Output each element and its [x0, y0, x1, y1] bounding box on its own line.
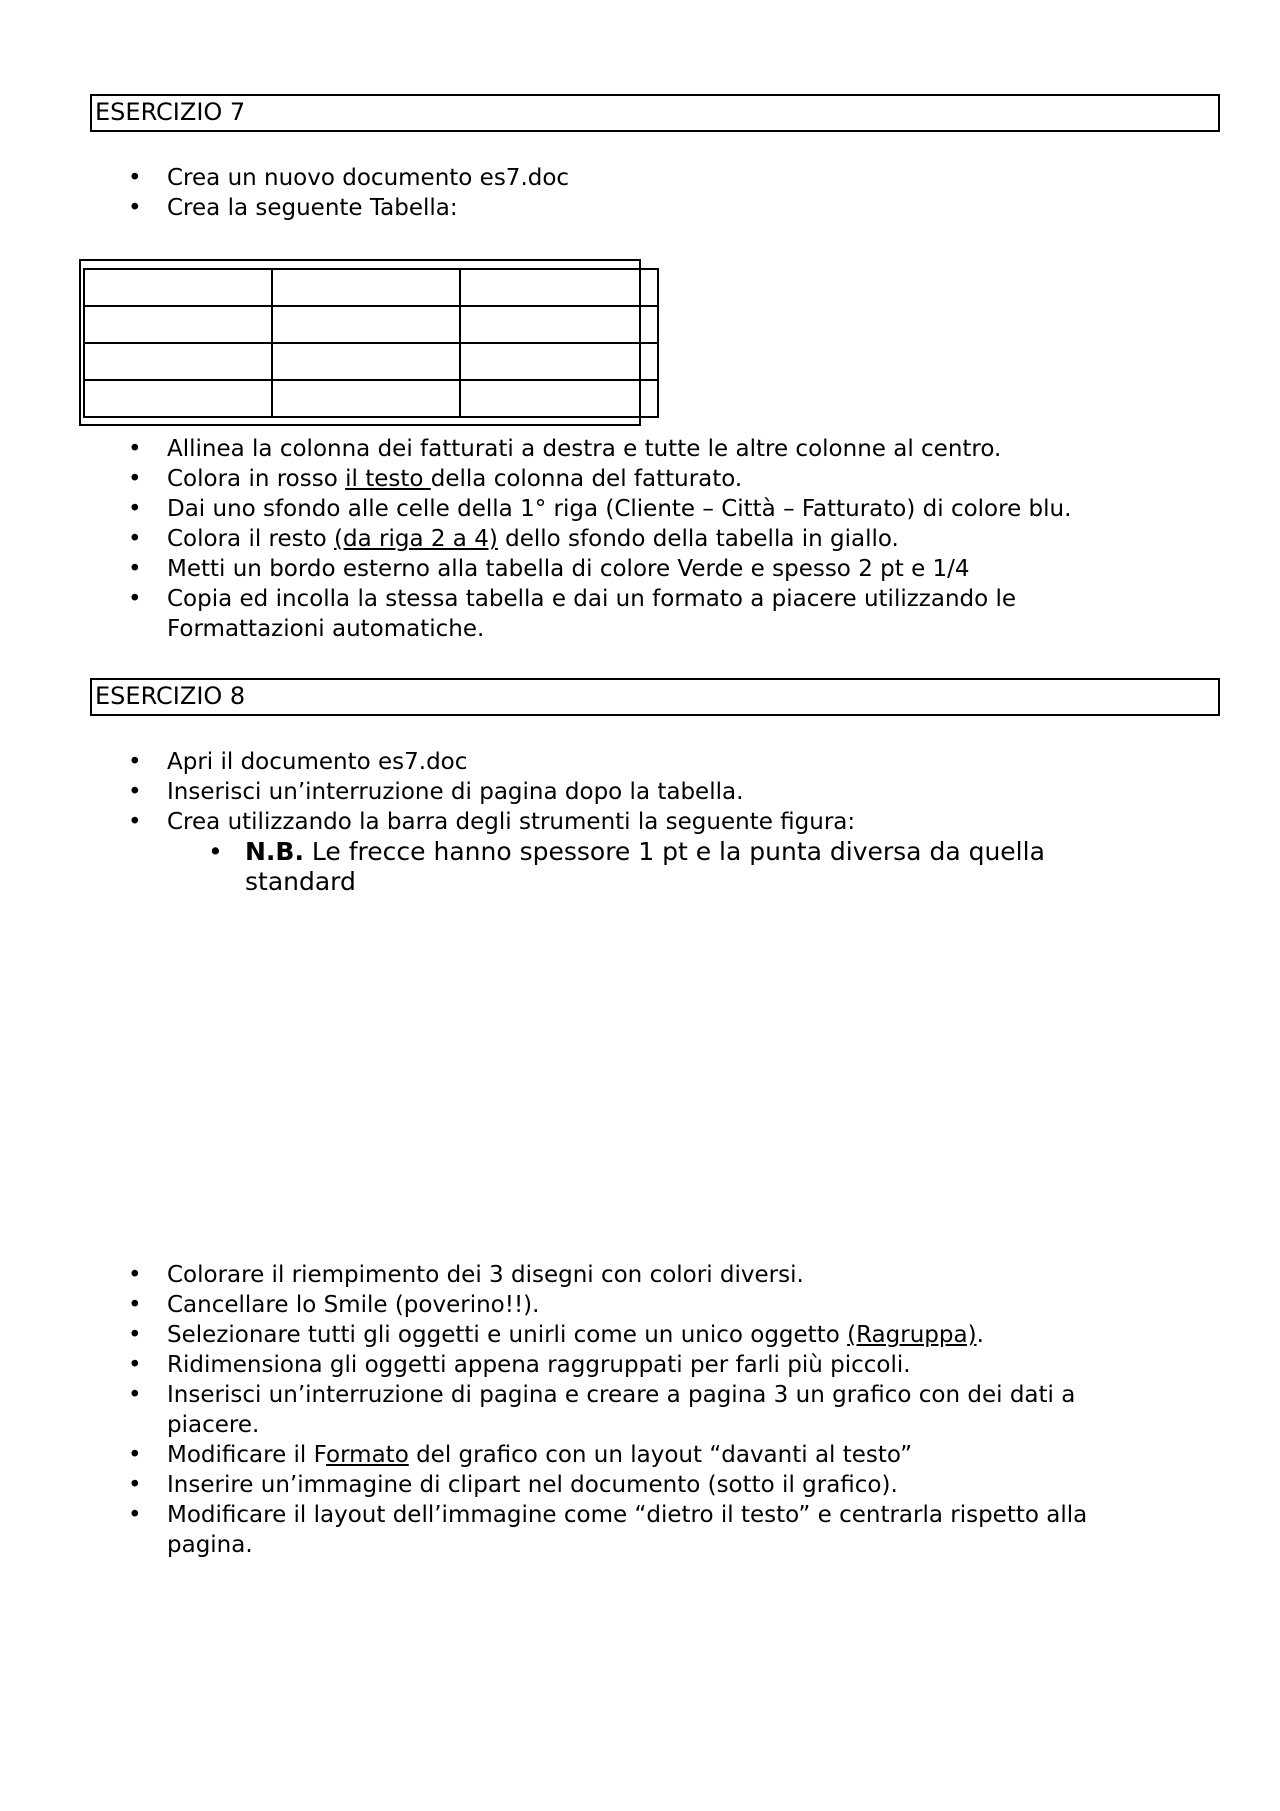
list-item: • Modificare il Formato del grafico con un layout “davanti al testo”	[128, 1442, 913, 1468]
list-item: • Colora in rosso il testo della colonna del fatturato.	[128, 466, 743, 492]
nb-text: Le frecce hanno spessore 1 pt e la punta diversa da quella standard	[245, 837, 1045, 896]
bullet-icon: •	[128, 586, 142, 612]
exercise-8-title: ESERCIZIO 8	[90, 678, 1220, 716]
table-row	[84, 269, 658, 306]
list-item: • Copia ed incolla la stessa tabella e dai un formato a piacere utilizzando le Formattazioni automatiche.	[128, 586, 1017, 642]
list-item: • Inserisci un’interruzione di pagina e creare a pagina 3 un grafico con dei dati a piacere.	[128, 1382, 1076, 1438]
table-row	[84, 343, 658, 380]
list-item: • Metti un bordo esterno alla tabella di colore Verde e spesso 2 pt e 1/4	[128, 556, 970, 582]
table-row	[84, 380, 658, 417]
exercise-8-note	[0, 837, 1125, 897]
list-item: • Cancellare lo Smile (poverino!!).	[128, 1292, 540, 1318]
list-item: • Apri il documento es7.doc	[128, 749, 468, 775]
list-item: • Colora il resto (da riga 2 a 4) dello sfondo della tabella in giallo.	[128, 526, 899, 552]
bullet-icon: •	[128, 496, 142, 522]
exercise-8-list-b	[0, 1260, 1167, 1560]
bullet-icon: •	[128, 195, 142, 221]
bullet-icon: •	[128, 1352, 142, 1378]
bullet-icon: •	[128, 1442, 142, 1468]
exercise-7-title: ESERCIZIO 7	[90, 94, 1220, 132]
list-item: • Selezionare tutti gli oggetti e unirli come un unico oggetto (Ragruppa).	[128, 1322, 984, 1348]
bullet-icon: •	[128, 1472, 142, 1498]
bullet-icon: •	[128, 526, 142, 552]
bullet-icon: •	[128, 749, 142, 775]
exercise-7-list-b	[0, 434, 1167, 644]
list-item: • Allinea la colonna dei fatturati a destra e tutte le altre colonne al centro.	[128, 436, 1002, 462]
table-row	[84, 306, 658, 343]
list-item: • Ridimensiona gli oggetti appena raggruppati per farli più piccoli.	[128, 1352, 911, 1378]
list-item: • Crea la seguente Tabella:	[128, 195, 458, 221]
bullet-icon: •	[128, 556, 142, 582]
bullet-icon: •	[128, 165, 142, 191]
list-item: • Crea un nuovo documento es7.doc	[128, 165, 570, 191]
bullet-icon: •	[128, 809, 142, 835]
list-item: • Inserire un’immagine di clipart nel documento (sotto il grafico).	[128, 1472, 898, 1498]
bullet-icon: •	[128, 1502, 142, 1528]
list-item	[0, 837, 1125, 897]
sample-table	[83, 268, 659, 418]
exercise-8-list-a	[0, 747, 1167, 837]
bullet-icon: •	[128, 1382, 142, 1408]
bullet-icon: •	[128, 779, 142, 805]
list-item: • Dai uno sfondo alle celle della 1° riga (Cliente – Città – Fatturato) di colore blu.	[128, 496, 1072, 522]
bullet-icon: •	[128, 1292, 142, 1318]
bullet-icon: •	[208, 837, 223, 866]
list-item: • Colorare il riempimento dei 3 disegni con colori diversi.	[128, 1262, 804, 1288]
list-item: • Inserisci un’interruzione di pagina dopo la tabella.	[128, 779, 744, 805]
exercise-7-list-a	[0, 163, 1167, 223]
bullet-icon: •	[128, 1262, 142, 1288]
bullet-icon: •	[128, 436, 142, 462]
bullet-icon: •	[128, 1322, 142, 1348]
list-item: • Crea utilizzando la barra degli strumenti la seguente figura:	[128, 809, 856, 835]
nb-label: N.B.	[245, 837, 304, 866]
bullet-icon: •	[128, 466, 142, 492]
list-item: • Modificare il layout dell’immagine come “dietro il testo” e centrarla rispetto alla pagina.	[128, 1502, 1088, 1558]
